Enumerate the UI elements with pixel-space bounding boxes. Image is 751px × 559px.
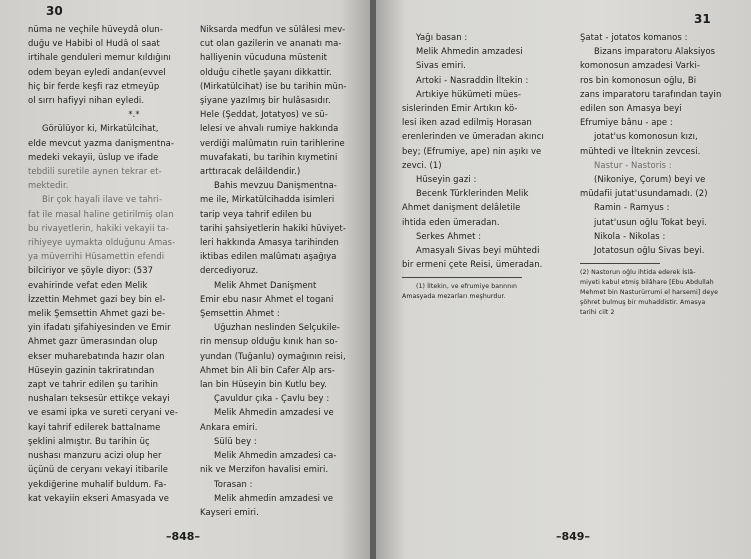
text-line: nik ve Merzifon havalisi emiri.: [200, 464, 329, 475]
text-line: nüma ne veçhile hüveydâ olun-: [28, 24, 163, 34]
left-page: [0, 0, 370, 559]
text-line: lan bin Hüseyin bin Kutlu bey.: [200, 379, 327, 390]
text-line: bir ermeni çete Reisi, ümeradan.: [402, 259, 543, 270]
folio-right: –849–: [556, 530, 590, 543]
text-line: evahirinde vefat eden Melik: [28, 279, 148, 290]
entry-heading: Çavuldur çıka - Çavlu bey :: [214, 393, 330, 404]
text-line: Ahmet danişment delâletile: [402, 202, 521, 213]
text-line: yundan (Tuğanlu) oymağının reisi,: [200, 350, 346, 361]
text-line: elde mevcut yazma danişmentna-: [28, 137, 174, 148]
text-line: Uğuzhan neslinden Selçukile-: [214, 322, 340, 333]
text-line: Becenk Türklerinden Melik: [416, 188, 529, 199]
text-line: Artıkiye hükümeti mües-: [416, 88, 522, 99]
page-number-right: 31: [694, 12, 711, 26]
text-line: zans imparatoru tarafından tayin: [580, 88, 722, 99]
text-line: şiyane yazılmış bir hulâsasıdır.: [200, 95, 331, 106]
text-line: ve esami ipka ve sureti ceryani ve-: [28, 407, 179, 418]
text-line: hiç bir ferde keşfi raz etmeyüp: [28, 80, 160, 91]
text-line: iktibas edilen malûmatı aşağıya: [200, 251, 337, 262]
text-line: irtihale genduleri memur kıldığını: [28, 52, 171, 63]
text-line: mühtedi ve İlteknin zevcesi.: [580, 145, 701, 156]
footnote-line: şöhret bulmuş bir muhaddistir. Amasya: [580, 299, 706, 307]
text-line: olduğu cihetle şayanı dikkattir.: [200, 66, 332, 77]
text-line: medeki vekayii, üslup ve ifade: [28, 151, 159, 162]
text-line: (Mirkatülcihat) ise bu tarihin mün-: [200, 80, 347, 91]
right-column-1: [402, 30, 570, 302]
section-separator: *.*: [128, 109, 140, 120]
text-line: Ahmet bin Ali bin Cafer Alp ars-: [200, 364, 335, 375]
text-line: odem beyan eyledi andan(evvel: [28, 66, 166, 77]
right-page: [376, 0, 751, 559]
text-line: Melik Ahmedin amzadesi ve: [214, 407, 334, 418]
text-line: (Nikoniye, Çorum) beyi ve: [594, 174, 706, 185]
footnote-rule: [402, 277, 522, 278]
text-line: Bir çok hayali ilave ve tahri-: [42, 194, 163, 205]
text-line: jutat'usun oğlu Tokat beyi.: [594, 216, 708, 227]
text-line: yekdiğerine muhalif buldum. Fa-: [28, 478, 167, 489]
text-line: Melik ahmedin amzadesi ve: [214, 492, 334, 503]
footnote-line: (1) İltekin, ve efrumiye bannnın: [416, 283, 518, 291]
entry-heading: Hüseyin gazi :: [416, 174, 477, 185]
entry-heading: Ramin - Ramyus :: [594, 202, 670, 213]
text-line: verdiği malûmatın ruin tarihlerine: [200, 137, 345, 148]
entry-heading: Nikola - Nikolas :: [594, 230, 666, 241]
text-line: kayi tahrif edilerek battalname: [28, 421, 161, 432]
text-line: lelesi ve ahvalı rumiye hakkında: [200, 123, 339, 134]
page-number-left: 30: [46, 4, 63, 18]
text-line: cut olan gazilerin ve ananatı ma-: [200, 38, 342, 49]
text-line: yin ifadatı şifahiyesinden ve Emir: [28, 322, 171, 333]
entry-heading: Serkes Ahmet :: [416, 230, 482, 241]
text-line: Melik Ahmedin amzadesi: [416, 46, 523, 57]
text-line: Amasyalı Sivas beyi mühtedi: [416, 245, 540, 256]
text-line: Niksarda medfun ve sülâlesi mev-: [200, 24, 346, 34]
text-line: duğu ve Habibi ol Hudâ ol saat: [28, 38, 160, 49]
text-line: fat ile masal haline getirilmiş olan: [28, 208, 174, 219]
text-line: zapt ve tahrir edilen şu tarihin: [28, 379, 159, 390]
text-line: jotat'us komonosun kızı,: [594, 131, 698, 142]
entry-heading: Efrumiye bânu - ape :: [580, 117, 673, 128]
entry-heading: Sülü bey :: [214, 435, 257, 446]
text-line: komonosun amzadesi Varki-: [580, 60, 701, 71]
text-line: ihtida eden ümeradan.: [402, 216, 500, 227]
text-line: Melik Ahmedin amzadesi ca-: [214, 450, 337, 461]
text-line: Ankara emiri.: [200, 421, 258, 432]
text-line: müdafii jutat'usundamadı. (2): [580, 188, 708, 199]
text-line: bu rivayetlerin, hakiki vekayii ta-: [28, 222, 170, 233]
text-line: Emir ebu nasır Ahmet el togani: [200, 293, 334, 304]
text-line: rin mensup olduğu kınık han so-: [200, 336, 338, 347]
text-line: edilen son Amasya beyi: [580, 103, 682, 114]
text-line: me ile, Mirkatülcihadda isimleri: [200, 194, 335, 205]
text-line: arttıracak delâildendir.): [200, 166, 301, 177]
text-line: üçünü de ceryanı vekayi itibarile: [28, 464, 169, 475]
text-line: dercediyoruz.: [200, 265, 259, 276]
text-line: muvafakati, bu tarihin kıymetini: [200, 151, 338, 162]
footnote-rule: [580, 263, 660, 264]
text-line: Sivas emiri.: [416, 60, 467, 71]
footnote-line: Amasyada mezarları meşhurdur.: [402, 293, 506, 301]
entry-heading: Şemsettin Ahmet :: [200, 308, 280, 319]
right-column-2: [580, 30, 748, 318]
text-line: erenlerinden ve ümeradan akıncı: [402, 131, 544, 142]
text-line: rihiyeye uymakta olduğunu Amas-: [28, 237, 176, 248]
folio-left: –848–: [166, 530, 200, 543]
text-line: nushaları teksesür ettikçe vekayi: [28, 393, 170, 404]
footnote-line: Mehmet bin Nasturürrumi el harsemi] deye: [580, 289, 719, 297]
text-line: şeklini almıştır. Bu tarihin üç: [28, 435, 150, 446]
text-line: bilciriyor ve şöyle diyor: (537: [28, 265, 154, 276]
left-column-1: [28, 22, 190, 505]
text-line: kat vekayiin ekseri Amasyada ve: [28, 492, 170, 503]
text-line: Bizans imparatoru Alaksiyos: [594, 46, 716, 57]
text-line: Hüseyin gazinin takriratından: [28, 364, 155, 375]
text-line: nushası manzuru acizi olup her: [28, 450, 162, 461]
left-column-2: [200, 22, 362, 519]
text-line: ros bin komonosun oğlu, Bi: [580, 74, 697, 85]
text-line: sislerinden Emir Artıkın kö-: [402, 103, 518, 114]
text-line: tebdili suretile aynen tekrar et-: [28, 166, 162, 177]
text-line: Hele (Şeddat, Jotatyos) ve sü-: [200, 109, 328, 120]
text-line: zevci. (1): [402, 159, 442, 170]
text-line: melik Şemsettin Ahmet gazi be-: [28, 308, 166, 319]
text-line: mektedir.: [28, 180, 69, 191]
text-line: bey; (Efrumiye, ape) nin aşıkı ve: [402, 145, 542, 156]
footnote-line: miyeti kabul etmiş bilâhare [Ebu Abdullah: [580, 279, 714, 287]
text-line: Kayseri emiri.: [200, 506, 259, 517]
text-line: Görülüyor ki, Mirkatülcihat,: [42, 123, 159, 134]
text-line: ekser muharebatında hazır olan: [28, 350, 165, 361]
text-line: İzzettin Mehmet gazi bey bin el-: [28, 293, 166, 304]
entry-heading: Şatat - jotatos komanos :: [580, 32, 688, 42]
text-line: halliyenin vücuduna müstenit: [200, 52, 328, 63]
entry-heading: Artoki - Nasraddin İltekin :: [416, 74, 529, 85]
text-line: leri hakkında Amasya tarihinden: [200, 237, 339, 248]
text-line: tarip veya tahrif edilen bu: [200, 208, 312, 219]
entry-heading: Torasan :: [214, 478, 253, 489]
text-line: tarihi şahsiyetlerin hakiki hüviyet-: [200, 222, 346, 233]
text-line: Jotatosun oğlu Sivas beyi.: [594, 245, 705, 256]
text-line: Bahis mevzuu Danişmentna-: [214, 180, 337, 191]
text-line: ya müverrihi Hüsamettin efendi: [28, 251, 165, 262]
entry-heading: Melik Ahmet Danişment: [214, 279, 317, 290]
text-line: ol sırrı hafiyyi nihan eyledi.: [28, 95, 145, 106]
entry-heading: Yağı basan :: [416, 32, 468, 42]
text-line: lesi iken azad edilmiş Horasan: [402, 117, 532, 128]
entry-heading: Nastur - Nastoris :: [594, 159, 672, 170]
footnote-line: (2) Nastorun oğlu ihtida ederek İslâ-: [580, 269, 696, 277]
text-line: Ahmet gazr ümerasından olup: [28, 336, 158, 347]
footnote-line: tarihi cilt 2: [580, 309, 615, 317]
